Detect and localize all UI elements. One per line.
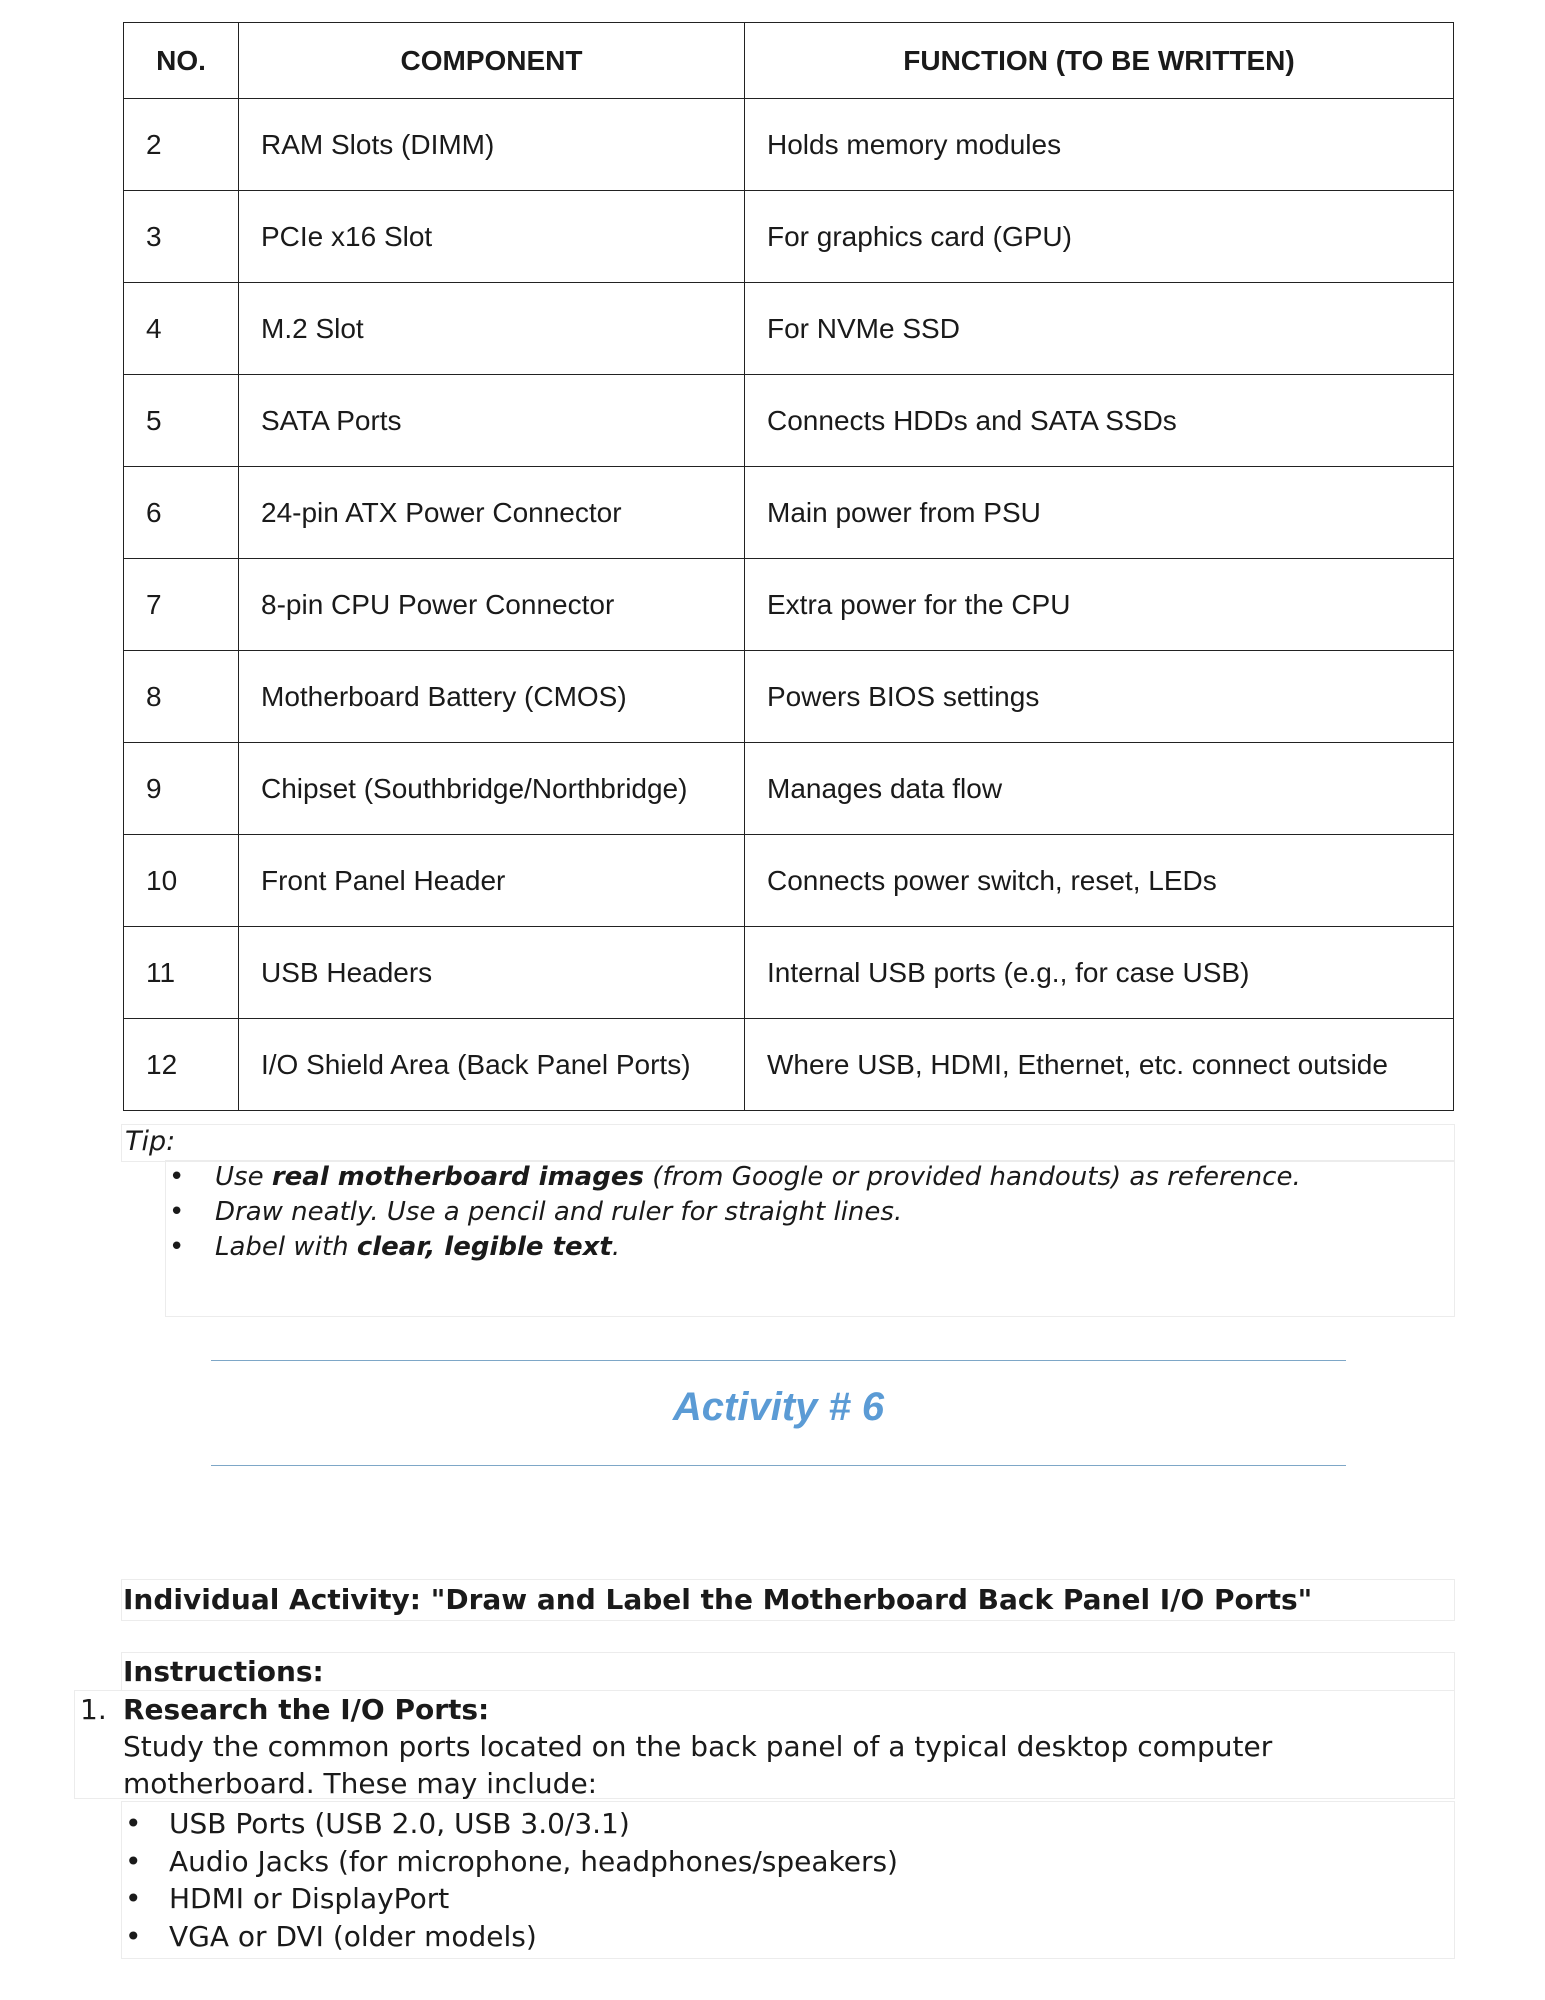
row-function: Extra power for the CPU [745,559,1454,651]
instructions-label: Instructions: [123,1655,324,1688]
row-component: PCIe x16 Slot [239,191,745,283]
row-component: I/O Shield Area (Back Panel Ports) [239,1019,745,1111]
column-header-component: COMPONENT [239,23,745,99]
table-row [124,743,1454,835]
table-row [124,559,1454,651]
tip-label: Tip: [125,1126,176,1157]
row-number: 4 [124,283,239,375]
bullet-icon: • [169,1232,185,1262]
tip-label-frame [121,1124,1455,1162]
tip-emphasis: clear, legible text [356,1232,612,1262]
row-function: Main power from PSU [745,467,1454,559]
bullet-icon: • [125,1807,142,1840]
row-function: Connects HDDs and SATA SSDs [745,375,1454,467]
component-table [123,22,1454,1111]
row-number: 12 [124,1019,239,1111]
bullet-icon: • [125,1882,142,1915]
row-function: Where USB, HDMI, Ethernet, etc. connect outside [745,1019,1454,1111]
port-text: USB Ports (USB 2.0, USB 3.0/3.1) [169,1807,630,1840]
activity-heading: Individual Activity: "Draw and Label the Motherboard Back Panel I/O Ports" [123,1583,1313,1616]
table-row [124,651,1454,743]
table-row [124,927,1454,1019]
row-function: Powers BIOS settings [745,651,1454,743]
row-component: SATA Ports [239,375,745,467]
step-title: Research the I/O Ports: [123,1693,490,1726]
row-number: 5 [124,375,239,467]
tip-text: Draw neatly. Use a pencil and ruler for straight lines. [215,1197,903,1227]
table-row [124,99,1454,191]
list-item [165,1195,1301,1230]
list-item [123,1805,898,1843]
table-row [124,283,1454,375]
row-component: M.2 Slot [239,283,745,375]
bullet-icon: • [125,1919,142,1953]
tip-text: Label with [215,1232,357,1262]
list-item [123,1880,898,1918]
list-item [165,1230,1301,1265]
bullet-icon: • [169,1162,185,1192]
step-number: 1. [80,1693,107,1726]
port-text: HDMI or DisplayPort [169,1882,450,1915]
row-function: Internal USB ports (e.g., for case USB) [745,927,1454,1019]
step-text: Study the common ports located on the back panel of a typical desktop computer motherboard. These may include: [123,1730,1273,1800]
row-function: For graphics card (GPU) [745,191,1454,283]
table-row [124,1019,1454,1111]
row-number: 6 [124,467,239,559]
table-row [124,467,1454,559]
column-header-no: NO. [124,23,239,99]
row-number: 10 [124,835,239,927]
bullet-icon: • [169,1197,185,1227]
row-component: 24-pin ATX Power Connector [239,467,745,559]
port-text: VGA or DVI (older models) [169,1919,537,1953]
tip-list [165,1160,1301,1265]
row-function: Manages data flow [745,743,1454,835]
table-row [124,375,1454,467]
row-function: For NVMe SSD [745,283,1454,375]
tip-text: (from Google or provided handouts) as reference. [643,1162,1301,1192]
tip-text: . [611,1232,621,1262]
row-component: USB Headers [239,927,745,1019]
row-function: Connects power switch, reset, LEDs [745,835,1454,927]
table-row [124,835,1454,927]
row-component: 8-pin CPU Power Connector [239,559,745,651]
table-header-row [124,23,1454,99]
row-number: 8 [124,651,239,743]
title-rule-bottom [211,1465,1346,1466]
row-component: Front Panel Header [239,835,745,927]
table-row [124,191,1454,283]
list-item [165,1160,1301,1195]
tip-text: Use [215,1162,272,1192]
row-number: 3 [124,191,239,283]
row-number: 2 [124,99,239,191]
row-number: 7 [124,559,239,651]
row-component: Motherboard Battery (CMOS) [239,651,745,743]
list-item [123,1918,898,1956]
row-number: 9 [124,743,239,835]
row-function: Holds memory modules [745,99,1454,191]
tip-emphasis: real motherboard images [271,1162,644,1192]
list-item [123,1843,898,1881]
port-text: Audio Jacks (for microphone, headphones/speakers) [169,1844,898,1878]
row-number: 11 [124,927,239,1019]
activity-title: Activity # 6 [672,1385,885,1429]
row-component: RAM Slots (DIMM) [239,99,745,191]
bullet-icon: • [125,1844,142,1878]
ports-list [123,1805,898,1955]
column-header-function: FUNCTION (TO BE WRITTEN) [745,23,1454,99]
title-rule-top [211,1360,1346,1361]
row-component: Chipset (Southbridge/Northbridge) [239,743,745,835]
